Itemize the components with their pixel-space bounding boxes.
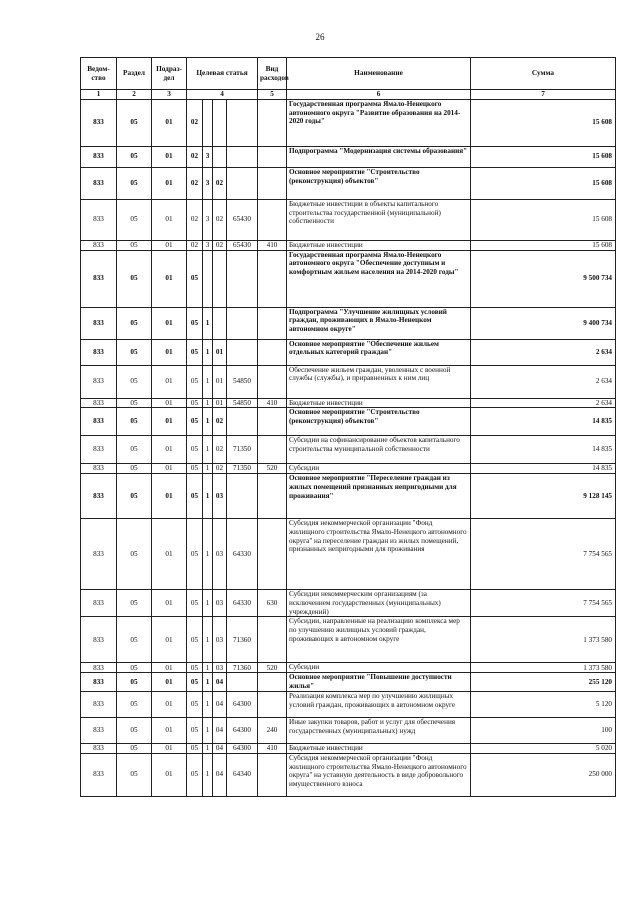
cell-podrazdel: 01 bbox=[152, 753, 187, 796]
cell-event-code: 04 bbox=[213, 673, 227, 692]
cell-vid-raskhodov: 520 bbox=[258, 464, 287, 474]
cell-program-code: 05 bbox=[187, 250, 203, 307]
cell-vid-raskhodov bbox=[258, 474, 287, 519]
table-row bbox=[81, 673, 616, 692]
cell-vedomstvo: 833 bbox=[81, 617, 117, 663]
cell-naimenovanie: Бюджетные инвестиции bbox=[287, 240, 471, 250]
cell-event-code: 02 bbox=[213, 240, 227, 250]
cell-razdel: 05 bbox=[117, 365, 152, 398]
cell-vedomstvo: 833 bbox=[81, 250, 117, 307]
cell-naimenovanie: Подпрограмма "Модернизация системы образования" bbox=[287, 146, 471, 167]
cell-summa: 5 020 bbox=[471, 744, 616, 754]
cell-event-code: 02 bbox=[213, 199, 227, 240]
cell-direction-code: 71360 bbox=[227, 663, 258, 673]
table-row bbox=[81, 464, 616, 474]
cell-vedomstvo: 833 bbox=[81, 408, 117, 436]
cell-naimenovanie: Субсидии на софинансирование объектов капитального строительства муниципальной собственности bbox=[287, 436, 471, 464]
cell-razdel: 05 bbox=[117, 474, 152, 519]
cell-subprogram-code bbox=[203, 250, 213, 307]
cell-summa: 255 120 bbox=[471, 673, 616, 692]
cell-podrazdel: 01 bbox=[152, 692, 187, 718]
cell-vedomstvo: 833 bbox=[81, 519, 117, 590]
header-razdel: Раздел bbox=[117, 58, 152, 90]
cell-summa: 14 835 bbox=[471, 436, 616, 464]
cell-podrazdel: 01 bbox=[152, 146, 187, 167]
cell-naimenovanie: Государственная программа Ямало-Ненецкого автономного округа "Развитие образования на 2014-2020 годы" bbox=[287, 99, 471, 146]
cell-subprogram-code: 1 bbox=[203, 744, 213, 754]
cell-event-code: 02 bbox=[213, 408, 227, 436]
cell-razdel: 05 bbox=[117, 753, 152, 796]
cell-event-code: 02 bbox=[213, 436, 227, 464]
cell-naimenovanie: Субсидии, направленные на реализацию комплекса мер по улучшению жилищных условий граждан, проживающих в автономном округе bbox=[287, 617, 471, 663]
cell-subprogram-code bbox=[203, 99, 213, 146]
cell-podrazdel: 01 bbox=[152, 199, 187, 240]
cell-naimenovanie: Реализация комплекса мер по улучшению жилищных условий граждан, проживающих в автономном округе bbox=[287, 692, 471, 718]
cell-event-code: 04 bbox=[213, 718, 227, 744]
cell-direction-code bbox=[227, 339, 258, 365]
cell-direction-code: 65430 bbox=[227, 240, 258, 250]
cell-vid-raskhodov: 240 bbox=[258, 718, 287, 744]
cell-summa: 250 000 bbox=[471, 753, 616, 796]
cell-summa: 2 634 bbox=[471, 365, 616, 398]
table-row bbox=[81, 519, 616, 590]
cell-podrazdel: 01 bbox=[152, 240, 187, 250]
cell-subprogram-code: 1 bbox=[203, 519, 213, 590]
table-row bbox=[81, 146, 616, 167]
cell-vid-raskhodov bbox=[258, 339, 287, 365]
cell-naimenovanie: Субсидии bbox=[287, 663, 471, 673]
cell-direction-code bbox=[227, 307, 258, 339]
cell-naimenovanie: Субсидия некоммерческой организации "Фонд жилищного строительства Ямало-Ненецкого автономного округа" на переселение граждан из жилых помещений, признанных непригодными для проживания bbox=[287, 519, 471, 590]
cell-direction-code bbox=[227, 167, 258, 199]
cell-summa: 5 120 bbox=[471, 692, 616, 718]
table-row bbox=[81, 617, 616, 663]
table-row bbox=[81, 99, 616, 146]
table-row bbox=[81, 474, 616, 519]
cell-vedomstvo: 833 bbox=[81, 339, 117, 365]
cell-naimenovanie: Основное мероприятие "Обеспечение жильем отдельных категорий граждан" bbox=[287, 339, 471, 365]
cell-vid-raskhodov bbox=[258, 436, 287, 464]
header-row bbox=[81, 58, 616, 90]
cell-summa: 2 634 bbox=[471, 339, 616, 365]
header-vid-raskhodov: Вид расходов bbox=[258, 58, 287, 90]
cell-podrazdel: 01 bbox=[152, 590, 187, 617]
cell-summa: 7 754 565 bbox=[471, 590, 616, 617]
table-row bbox=[81, 199, 616, 240]
header-naimenovanie: Наименование bbox=[287, 58, 471, 90]
cell-naimenovanie: Субсидии bbox=[287, 464, 471, 474]
cell-razdel: 05 bbox=[117, 663, 152, 673]
cell-vedomstvo: 833 bbox=[81, 365, 117, 398]
cell-vid-raskhodov bbox=[258, 519, 287, 590]
page-number: 26 bbox=[315, 32, 325, 42]
cell-direction-code bbox=[227, 474, 258, 519]
cell-naimenovanie: Бюджетные инвестиции bbox=[287, 398, 471, 408]
cell-direction-code: 64330 bbox=[227, 519, 258, 590]
cell-subprogram-code: 1 bbox=[203, 753, 213, 796]
cell-vedomstvo: 833 bbox=[81, 199, 117, 240]
cell-vedomstvo: 833 bbox=[81, 692, 117, 718]
cell-podrazdel: 01 bbox=[152, 663, 187, 673]
cell-razdel: 05 bbox=[117, 307, 152, 339]
cell-razdel: 05 bbox=[117, 199, 152, 240]
cell-razdel: 05 bbox=[117, 718, 152, 744]
cell-vid-raskhodov: 410 bbox=[258, 240, 287, 250]
cell-razdel: 05 bbox=[117, 167, 152, 199]
cell-razdel: 05 bbox=[117, 744, 152, 754]
cell-vedomstvo: 833 bbox=[81, 663, 117, 673]
cell-event-code: 01 bbox=[213, 339, 227, 365]
header-vedomstvo: Ведом-ство bbox=[81, 58, 117, 90]
cell-subprogram-code: 1 bbox=[203, 718, 213, 744]
cell-podrazdel: 01 bbox=[152, 307, 187, 339]
cell-vedomstvo: 833 bbox=[81, 718, 117, 744]
cell-direction-code: 71360 bbox=[227, 617, 258, 663]
table-row bbox=[81, 590, 616, 617]
cell-vedomstvo: 833 bbox=[81, 240, 117, 250]
cell-direction-code bbox=[227, 408, 258, 436]
cell-podrazdel: 01 bbox=[152, 673, 187, 692]
table-row bbox=[81, 663, 616, 673]
cell-razdel: 05 bbox=[117, 436, 152, 464]
cell-event-code: 03 bbox=[213, 474, 227, 519]
cell-vid-raskhodov bbox=[258, 617, 287, 663]
cell-razdel: 05 bbox=[117, 398, 152, 408]
cell-naimenovanie: Бюджетные инвестиции в объекты капитального строительства государственной (муниципальной) собственности bbox=[287, 199, 471, 240]
cell-subprogram-code: 1 bbox=[203, 464, 213, 474]
table-row bbox=[81, 436, 616, 464]
table-row bbox=[81, 240, 616, 250]
column-number: 5 bbox=[258, 90, 287, 100]
cell-program-code: 05 bbox=[187, 718, 203, 744]
cell-subprogram-code: 1 bbox=[203, 398, 213, 408]
cell-direction-code bbox=[227, 146, 258, 167]
cell-vedomstvo: 833 bbox=[81, 753, 117, 796]
cell-summa: 9 400 734 bbox=[471, 307, 616, 339]
cell-program-code: 02 bbox=[187, 240, 203, 250]
cell-vid-raskhodov bbox=[258, 692, 287, 718]
cell-podrazdel: 01 bbox=[152, 464, 187, 474]
cell-podrazdel: 01 bbox=[152, 617, 187, 663]
cell-podrazdel: 01 bbox=[152, 99, 187, 146]
cell-razdel: 05 bbox=[117, 250, 152, 307]
cell-direction-code: 65430 bbox=[227, 199, 258, 240]
cell-razdel: 05 bbox=[117, 146, 152, 167]
cell-razdel: 05 bbox=[117, 519, 152, 590]
cell-direction-code: 64300 bbox=[227, 692, 258, 718]
cell-vedomstvo: 833 bbox=[81, 398, 117, 408]
cell-summa: 14 835 bbox=[471, 408, 616, 436]
cell-program-code: 02 bbox=[187, 146, 203, 167]
cell-program-code: 05 bbox=[187, 673, 203, 692]
cell-direction-code: 54850 bbox=[227, 398, 258, 408]
cell-program-code: 05 bbox=[187, 408, 203, 436]
cell-podrazdel: 01 bbox=[152, 398, 187, 408]
cell-razdel: 05 bbox=[117, 617, 152, 663]
cell-event-code bbox=[213, 146, 227, 167]
table-row bbox=[81, 753, 616, 796]
cell-subprogram-code: 1 bbox=[203, 408, 213, 436]
cell-vid-raskhodov: 410 bbox=[258, 398, 287, 408]
cell-direction-code: 71350 bbox=[227, 464, 258, 474]
cell-program-code: 02 bbox=[187, 199, 203, 240]
cell-vid-raskhodov bbox=[258, 673, 287, 692]
cell-naimenovanie: Государственная программа Ямало-Ненецкого автономного округа "Обеспечение доступным и комфортным жильем населения на 2014-2020 годы" bbox=[287, 250, 471, 307]
cell-vedomstvo: 833 bbox=[81, 436, 117, 464]
cell-event-code: 01 bbox=[213, 365, 227, 398]
table-row bbox=[81, 250, 616, 307]
cell-vid-raskhodov: 630 bbox=[258, 590, 287, 617]
cell-program-code: 05 bbox=[187, 365, 203, 398]
table-row bbox=[81, 307, 616, 339]
cell-razdel: 05 bbox=[117, 99, 152, 146]
table-row bbox=[81, 408, 616, 436]
cell-program-code: 05 bbox=[187, 464, 203, 474]
cell-summa: 9 500 734 bbox=[471, 250, 616, 307]
cell-subprogram-code: 1 bbox=[203, 692, 213, 718]
budget-table bbox=[80, 57, 616, 797]
table-row bbox=[81, 398, 616, 408]
table-row bbox=[81, 692, 616, 718]
cell-direction-code: 54850 bbox=[227, 365, 258, 398]
cell-subprogram-code: 3 bbox=[203, 240, 213, 250]
column-number: 4 bbox=[187, 90, 258, 100]
cell-vedomstvo: 833 bbox=[81, 673, 117, 692]
cell-razdel: 05 bbox=[117, 464, 152, 474]
cell-program-code: 05 bbox=[187, 398, 203, 408]
table-row bbox=[81, 718, 616, 744]
column-number: 1 bbox=[81, 90, 117, 100]
cell-podrazdel: 01 bbox=[152, 519, 187, 590]
table-row bbox=[81, 167, 616, 199]
table-row bbox=[81, 365, 616, 398]
cell-vedomstvo: 833 bbox=[81, 167, 117, 199]
cell-subprogram-code: 1 bbox=[203, 617, 213, 663]
cell-vedomstvo: 833 bbox=[81, 464, 117, 474]
cell-naimenovanie: Субсидия некоммерческой организации "Фонд жилищного строительства Ямало-Ненецкого автономного округа" на уставную деятельность в виде добровольного имущественного взноса bbox=[287, 753, 471, 796]
cell-podrazdel: 01 bbox=[152, 436, 187, 464]
cell-razdel: 05 bbox=[117, 339, 152, 365]
cell-naimenovanie: Субсидии некоммерческим организациям (за исключением государственных (муниципальных) учреждений) bbox=[287, 590, 471, 617]
cell-event-code: 01 bbox=[213, 398, 227, 408]
cell-subprogram-code: 1 bbox=[203, 663, 213, 673]
cell-summa: 2 634 bbox=[471, 398, 616, 408]
cell-program-code: 05 bbox=[187, 617, 203, 663]
cell-direction-code: 64300 bbox=[227, 718, 258, 744]
cell-summa: 15 608 bbox=[471, 99, 616, 146]
cell-razdel: 05 bbox=[117, 692, 152, 718]
cell-summa: 9 128 145 bbox=[471, 474, 616, 519]
cell-program-code: 05 bbox=[187, 339, 203, 365]
cell-program-code: 05 bbox=[187, 744, 203, 754]
cell-razdel: 05 bbox=[117, 408, 152, 436]
column-number: 3 bbox=[152, 90, 187, 100]
cell-summa: 15 608 bbox=[471, 146, 616, 167]
cell-subprogram-code: 1 bbox=[203, 339, 213, 365]
cell-summa: 100 bbox=[471, 718, 616, 744]
cell-subprogram-code: 3 bbox=[203, 167, 213, 199]
cell-event-code: 04 bbox=[213, 753, 227, 796]
cell-vid-raskhodov bbox=[258, 146, 287, 167]
cell-summa: 1 373 580 bbox=[471, 617, 616, 663]
cell-vedomstvo: 833 bbox=[81, 307, 117, 339]
cell-subprogram-code: 1 bbox=[203, 673, 213, 692]
cell-vid-raskhodov bbox=[258, 99, 287, 146]
cell-vid-raskhodov bbox=[258, 365, 287, 398]
cell-direction-code bbox=[227, 673, 258, 692]
cell-podrazdel: 01 bbox=[152, 365, 187, 398]
cell-event-code bbox=[213, 307, 227, 339]
column-number: 6 bbox=[287, 90, 471, 100]
cell-event-code: 02 bbox=[213, 464, 227, 474]
table-row bbox=[81, 339, 616, 365]
table-row bbox=[81, 744, 616, 754]
cell-program-code: 05 bbox=[187, 753, 203, 796]
column-number-row bbox=[81, 90, 616, 100]
column-number: 7 bbox=[471, 90, 616, 100]
cell-program-code: 05 bbox=[187, 663, 203, 673]
header-summa: Сумма bbox=[471, 58, 616, 90]
cell-program-code: 05 bbox=[187, 474, 203, 519]
cell-subprogram-code: 1 bbox=[203, 590, 213, 617]
cell-razdel: 05 bbox=[117, 673, 152, 692]
cell-podrazdel: 01 bbox=[152, 474, 187, 519]
cell-naimenovanie: Основное мероприятие "Строительство (реконструкция) объектов" bbox=[287, 408, 471, 436]
cell-vid-raskhodov bbox=[258, 199, 287, 240]
cell-vedomstvo: 833 bbox=[81, 744, 117, 754]
cell-vid-raskhodov: 520 bbox=[258, 663, 287, 673]
cell-direction-code bbox=[227, 99, 258, 146]
cell-summa: 14 835 bbox=[471, 464, 616, 474]
cell-direction-code: 64340 bbox=[227, 753, 258, 796]
cell-program-code: 05 bbox=[187, 519, 203, 590]
cell-event-code bbox=[213, 250, 227, 307]
cell-subprogram-code: 1 bbox=[203, 365, 213, 398]
cell-podrazdel: 01 bbox=[152, 718, 187, 744]
cell-summa: 15 608 bbox=[471, 240, 616, 250]
cell-program-code: 05 bbox=[187, 692, 203, 718]
cell-program-code: 02 bbox=[187, 167, 203, 199]
cell-summa: 1 373 580 bbox=[471, 663, 616, 673]
cell-event-code: 03 bbox=[213, 590, 227, 617]
cell-subprogram-code: 1 bbox=[203, 307, 213, 339]
cell-subprogram-code: 1 bbox=[203, 474, 213, 519]
cell-program-code: 05 bbox=[187, 436, 203, 464]
cell-event-code: 02 bbox=[213, 167, 227, 199]
cell-podrazdel: 01 bbox=[152, 339, 187, 365]
cell-vid-raskhodov bbox=[258, 250, 287, 307]
cell-direction-code: 64300 bbox=[227, 744, 258, 754]
cell-program-code: 02 bbox=[187, 99, 203, 146]
cell-vedomstvo: 833 bbox=[81, 146, 117, 167]
header-tselevaya-statya: Целевая статья bbox=[187, 58, 258, 90]
cell-naimenovanie: Бюджетные инвестиции bbox=[287, 744, 471, 754]
cell-summa: 15 608 bbox=[471, 167, 616, 199]
cell-naimenovanie: Основное мероприятие "Строительство (реконструкция) объектов" bbox=[287, 167, 471, 199]
cell-razdel: 05 bbox=[117, 590, 152, 617]
cell-event-code: 04 bbox=[213, 692, 227, 718]
cell-vedomstvo: 833 bbox=[81, 99, 117, 146]
cell-podrazdel: 01 bbox=[152, 167, 187, 199]
cell-event-code: 04 bbox=[213, 744, 227, 754]
cell-event-code: 03 bbox=[213, 617, 227, 663]
cell-program-code: 05 bbox=[187, 590, 203, 617]
cell-naimenovanie: Основное мероприятие "Переселение граждан из жилых помещений признанных непригодными для проживания" bbox=[287, 474, 471, 519]
cell-event-code: 03 bbox=[213, 519, 227, 590]
cell-vid-raskhodov bbox=[258, 307, 287, 339]
cell-program-code: 05 bbox=[187, 307, 203, 339]
cell-summa: 15 608 bbox=[471, 199, 616, 240]
cell-razdel: 05 bbox=[117, 240, 152, 250]
cell-naimenovanie: Основное мероприятие "Повышение доступности жилья" bbox=[287, 673, 471, 692]
cell-podrazdel: 01 bbox=[152, 744, 187, 754]
cell-podrazdel: 01 bbox=[152, 250, 187, 307]
cell-vid-raskhodov bbox=[258, 753, 287, 796]
cell-vedomstvo: 833 bbox=[81, 474, 117, 519]
cell-podrazdel: 01 bbox=[152, 408, 187, 436]
cell-subprogram-code: 3 bbox=[203, 146, 213, 167]
header-podrazdel: Подраз-дел bbox=[152, 58, 187, 90]
cell-event-code: 03 bbox=[213, 663, 227, 673]
cell-subprogram-code: 3 bbox=[203, 199, 213, 240]
cell-direction-code bbox=[227, 250, 258, 307]
cell-summa: 7 754 565 bbox=[471, 519, 616, 590]
cell-vid-raskhodov: 410 bbox=[258, 744, 287, 754]
cell-vedomstvo: 833 bbox=[81, 590, 117, 617]
cell-event-code bbox=[213, 99, 227, 146]
column-number: 2 bbox=[117, 90, 152, 100]
cell-naimenovanie: Обеспечение жильем граждан, уволенных с военной службы (службы), и приравненных к ним лиц bbox=[287, 365, 471, 398]
cell-naimenovanie: Иные закупки товаров, работ и услуг для обеспечения государственных (муниципальных) нужд bbox=[287, 718, 471, 744]
cell-naimenovanie: Подпрограмма "Улучшение жилищных условий граждан, проживающих в Ямало-Ненецком автономном округе" bbox=[287, 307, 471, 339]
cell-direction-code: 64330 bbox=[227, 590, 258, 617]
cell-subprogram-code: 1 bbox=[203, 436, 213, 464]
cell-vid-raskhodov bbox=[258, 167, 287, 199]
cell-direction-code: 71350 bbox=[227, 436, 258, 464]
cell-vid-raskhodov bbox=[258, 408, 287, 436]
